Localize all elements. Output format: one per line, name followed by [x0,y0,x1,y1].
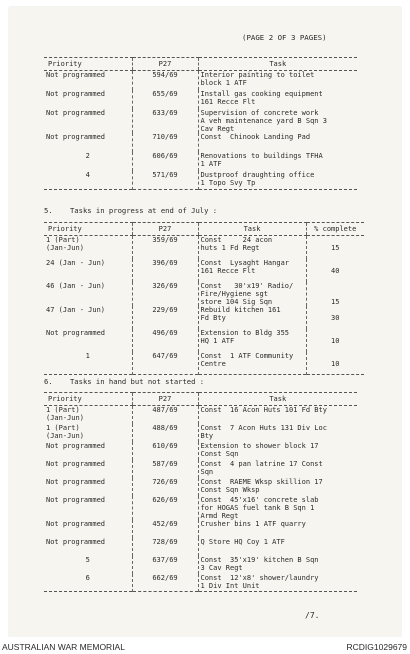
col-header-task: Task [198,223,306,236]
priority-cell: 5 [85,555,90,564]
table-row [44,520,357,538]
task-cell: Const 30'x19' Radio/ Fire/Hygiene sgt store 104 Sig Sqn [198,282,306,306]
task-cell: Const 12'x8' shower/laundry 1 Div Int Unit [198,574,357,592]
table-row [44,329,364,352]
task-cell: Renovations to buildings TFHA 1 ATF [198,152,357,171]
table-row [44,460,357,478]
task-cell: Rebuild kitchen 161 Fd Bty [198,306,306,329]
task-cell: Crusher bins 1 ATF quarry [198,520,357,538]
p27-cell: 637/69 [132,556,198,574]
page-header: (PAGE 2 OF 3 PAGES) [242,33,327,42]
task-cell: Const Lysaght Hangar 161 Recce Flt [198,259,306,282]
task-cell: Supervision of concrete work A veh maintenance yard B Sqn 3 Cav Regt [198,109,357,133]
col-header-priority: Priority [44,58,132,71]
col-header-priority: Priority [44,223,132,236]
task-cell: Q Store HQ Coy 1 ATF [198,538,357,556]
archive-footer [0,637,410,654]
table-row [44,306,364,329]
table-row [44,478,357,496]
priority-cell: 1 (Part) (Jan-Jun) [46,406,84,422]
priority-cell: Not programmed [46,519,106,528]
table-row [44,90,357,109]
p27-cell: 594/69 [132,71,198,90]
task-cell: Const 7 Acon Huts 131 Div Loc Bty [198,424,357,442]
col-header-p27: P27 [132,223,198,236]
p27-cell: 633/69 [132,109,198,133]
table-row [44,282,364,306]
priority-cell: Not programmed [46,459,106,468]
p27-cell: 710/69 [132,133,198,152]
p27-cell: 587/69 [132,460,198,478]
p27-cell: 571/69 [132,171,198,190]
priority-cell: 46 (Jan - Jun) [46,281,106,290]
task-cell: Const 4 pan latrine 17 Const Sqn [198,460,357,478]
p27-cell: 496/69 [132,329,198,352]
col-header-percent-complete: % complete [306,223,364,236]
p27-cell: 662/69 [132,574,198,592]
p27-cell: 229/69 [132,306,198,329]
p27-cell: 728/69 [132,538,198,556]
task-cell: Const RAEME Wksp skillion 17 Const Sqn Wksp [198,478,357,496]
table-row [44,406,357,424]
footer-source: AUSTRALIAN WAR MEMORIAL [2,642,125,652]
p27-cell: 326/69 [132,282,198,306]
task-cell: Extension to Bldg 355 HQ 1 ATF [198,329,306,352]
priority-cell: Not programmed [46,441,106,450]
task-cell: Const 16 Acon Huts 101 Fd Bty [198,406,357,424]
task-cell: Const 35'x19' kitchen B Sqn 3 Cav Regt [198,556,357,574]
table-row [44,109,357,133]
percent-complete-cell: 10 [306,352,364,375]
task-cell: Extension to shower block 17 Const Sqn [198,442,357,460]
priority-cell: Not programmed [46,89,106,98]
priority-cell: 1 (Part) (Jan-Jun) [46,423,84,440]
table-row [44,71,357,90]
table-row [44,574,357,592]
table-row [44,538,357,556]
table-row [44,496,357,520]
p27-cell: 396/69 [132,259,198,282]
p27-cell: 359/69 [132,236,198,259]
priority-cell: Not programmed [46,108,106,117]
footer-id: RCDIG1029679 [346,642,407,652]
table-row [44,259,364,282]
p27-cell: 647/69 [132,352,198,375]
task-cell: Const 45'x16' concrete slab for HOGAS fuel tank B Sqn 1 Armd Regt [198,496,357,520]
priority-cell: 1 [85,351,90,360]
p27-cell: 610/69 [132,442,198,460]
priority-cell: 4 [85,170,90,179]
priority-cell: 1 (Part) (Jan-Jun) [46,236,84,252]
priority-cell: Not programmed [46,71,106,79]
col-header-task: Task [198,58,357,71]
priority-cell: Not programmed [46,477,106,486]
task-cell: Const 24 acon huts 1 Fd Regt [198,236,306,259]
p27-cell: 655/69 [132,90,198,109]
priority-cell: Not programmed [46,328,106,337]
priority-cell: Not programmed [46,537,106,546]
task-cell: Const Chinook Landing Pad [198,133,357,152]
p27-cell: 487/69 [132,406,198,424]
p27-cell: 488/69 [132,424,198,442]
p27-cell: 626/69 [132,496,198,520]
table-row [44,442,357,460]
percent-complete-cell: 30 [306,306,364,329]
col-header-priority: Priority [44,393,132,406]
p27-cell: 606/69 [132,152,198,171]
table-row [44,236,364,259]
col-header-p27: P27 [132,393,198,406]
priority-cell: 2 [85,151,90,160]
table-row [44,171,357,190]
table-row [44,352,364,375]
table-row [44,133,357,152]
p27-cell: 452/69 [132,520,198,538]
priority-cell: 24 (Jan - Jun) [46,258,106,267]
table-1 [44,57,357,190]
col-header-task: Task [198,393,357,406]
percent-complete-cell: 15 [306,282,364,306]
percent-complete-cell: 15 [306,236,364,259]
task-cell: Const 1 ATF Community Centre [198,352,306,375]
priority-cell: 47 (Jan - Jun) [46,305,106,314]
page-continuation-mark: /7. [305,611,320,620]
percent-complete-cell: 40 [306,259,364,282]
task-cell: Interior painting to toilet block 1 ATF [198,71,357,90]
task-cell: Dustproof draughting office 1 Topo Svy Tp [198,171,357,190]
p27-cell: 726/69 [132,478,198,496]
section-6-title: 6. Tasks in hand but not started : [44,377,205,386]
priority-cell: Not programmed [46,495,106,504]
table-row [44,424,357,442]
task-cell: Install gas cooking equipment 161 Recce Flt [198,90,357,109]
table-row [44,152,357,171]
priority-cell: 6 [85,573,90,582]
table-row [44,556,357,574]
table-3 [44,392,357,592]
percent-complete-cell: 10 [306,329,364,352]
table-2 [44,222,364,375]
section-5-title: 5. Tasks in progress at end of July : [44,206,218,215]
col-header-p27: P27 [132,58,198,71]
priority-cell: Not programmed [46,132,106,141]
